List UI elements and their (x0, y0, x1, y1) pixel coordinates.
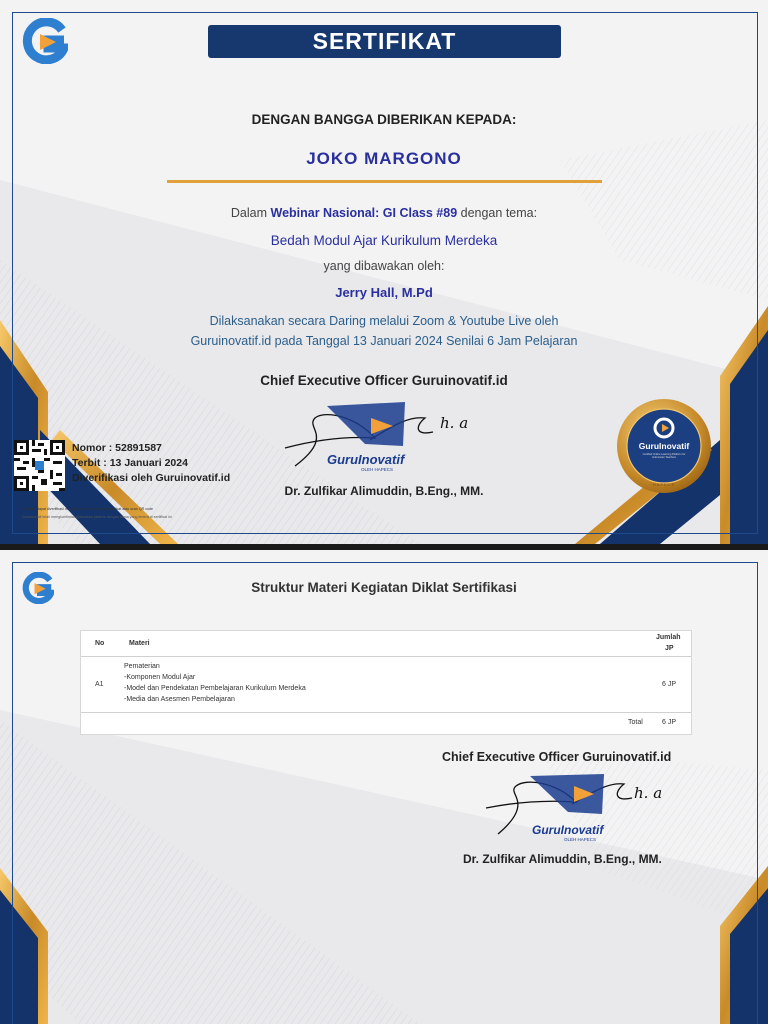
fine-print-2: Guruinovatif telah mengkonfirmasi kelulusan peserta dengan nama yang tertera di sertifikat ini (22, 515, 172, 519)
signature-block (275, 396, 505, 476)
seal-subtitle: Certified Online Learning Platform for Indonesian Teachers (642, 453, 686, 460)
total-value: 6 JP (662, 719, 677, 726)
stamp-brand-page2: GuruInovatif (532, 823, 604, 837)
header-jumlah: Jumlah (656, 634, 681, 641)
seal-bottom-text: HAPECS (652, 482, 676, 487)
theme-title: Bedah Modul Ajar Kurikulum Merdeka (270, 233, 498, 248)
signature-block-page2 (482, 772, 702, 852)
ceo-title: Chief Executive Officer Guruinovatif.id (260, 373, 508, 388)
certificate-number: Nomor : 52891587 (72, 442, 162, 454)
header-divider (81, 656, 691, 657)
gold-seal (612, 398, 716, 494)
stamp-brand: GuruInovatif (327, 452, 405, 467)
stamp-brand-sub-page2: OLEH HAPECS (564, 837, 597, 842)
material-title: Struktur Materi Kegiatan Diklat Sertifikasi (251, 580, 517, 595)
total-label: Total (628, 719, 643, 726)
seal-brand: GuruInovatif (638, 441, 690, 451)
stamp-brand-sub: OLEH HAPECS (361, 467, 394, 472)
row-jp: 6 JP (662, 681, 677, 688)
row-line: -Komponen Modul Ajar (124, 674, 196, 681)
header-materi: Materi (129, 640, 150, 647)
row-divider (81, 712, 691, 713)
verified-by: Diverifikasi oleh Guruinovatif.id (72, 472, 231, 484)
fine-print-1: Sertifikat dapat diverifikasi di Guruinovatif.id/verifikasi-sertifikat atau scan QR code (22, 507, 154, 511)
qr-code-icon (14, 440, 65, 491)
signature-suffix-page2: h. a (634, 784, 663, 802)
certificate-title: SERTIFIKAT (208, 25, 561, 58)
signature-suffix: h. a (440, 414, 469, 432)
event-prefix: Dalam (230, 206, 271, 220)
header-jp: JP (665, 645, 674, 652)
row-line: -Model dan Pendekatan Pembelajaran Kurikulum Merdeka (124, 685, 306, 692)
ceo-title-page2: Chief Executive Officer Guruinovatif.id (442, 750, 672, 764)
material-table (80, 630, 692, 735)
header-no: No (95, 640, 105, 647)
signer-name: Dr. Zulfikar Alimuddin, B.Eng., MM. (284, 484, 484, 498)
row-no: A1 (95, 681, 104, 688)
recipient-name: JOKO MARGONO (306, 149, 462, 168)
event-suffix: dengan tema: (457, 206, 538, 220)
presenter-name: Jerry Hall, M.Pd (335, 285, 433, 300)
row-line: Pematerian (124, 663, 160, 670)
row-line: -Media dan Asesmen Pembelajaran (124, 696, 235, 703)
issue-date: Terbit : 13 Januari 2024 (72, 457, 188, 469)
guruinovatif-logo-icon (22, 18, 68, 64)
details-line-1: Dilaksanakan secara Daring melalui Zoom & Youtube Live oleh (209, 314, 559, 328)
material-structure-page (0, 550, 768, 1024)
awarded-to-label: DENGAN BANGGA DIBERIKAN KEPADA: (251, 112, 517, 127)
details-line-2: Guruinovatif.id pada Tanggal 13 Januari 2024 Senilai 6 Jam Pelajaran (190, 334, 578, 348)
event-name: Webinar Nasional: GI Class #89 (270, 206, 458, 220)
signer-name-page2: Dr. Zulfikar Alimuddin, B.Eng., MM. (463, 852, 662, 866)
event-line (0, 206, 768, 220)
presented-by-label: yang dibawakan oleh: (323, 259, 445, 273)
